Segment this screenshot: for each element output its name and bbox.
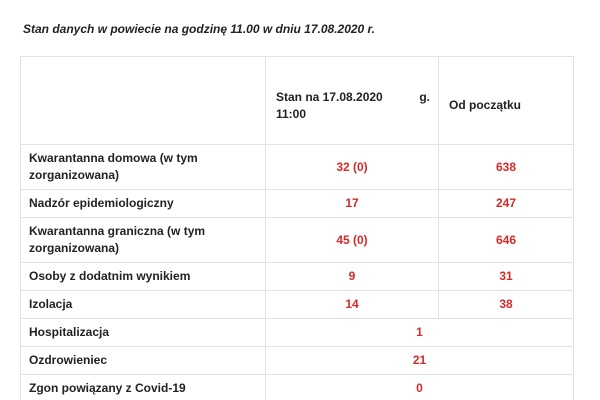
header-since-start-label: Od początku (449, 98, 522, 112)
statistics-table (20, 56, 574, 400)
row-label-home-quarantine: Kwarantanna domowa (w tym zorganizowana) (21, 145, 266, 190)
row-current-home-quarantine: 32 (0) (266, 145, 439, 190)
table-row (21, 218, 574, 263)
table-row (21, 263, 574, 291)
table-row (21, 375, 574, 400)
header-since-start (439, 57, 574, 145)
row-label-hospitalization: Hospitalizacja (21, 319, 266, 347)
row-value-covid-deaths: 0 (266, 375, 574, 400)
table-row (21, 190, 574, 218)
header-current-time: 11:00 (276, 106, 307, 121)
header-current-g: g. (419, 89, 430, 104)
table-header-row (21, 57, 574, 145)
row-total-positive-cases: 31 (439, 263, 574, 291)
row-current-border-quarantine: 45 (0) (266, 218, 439, 263)
row-current-epidemiological-supervision: 17 (266, 190, 439, 218)
row-label-covid-deaths: Zgon powiązany z Covid-19 (21, 375, 266, 400)
row-current-isolation: 14 (266, 291, 439, 319)
page-heading: Stan danych w powiecie na godzinę 11.00 w dniu 17.08.2020 r. (23, 22, 375, 36)
row-total-epidemiological-supervision: 247 (439, 190, 574, 218)
table-row (21, 347, 574, 375)
row-current-positive-cases: 9 (266, 263, 439, 291)
row-total-border-quarantine: 646 (439, 218, 574, 263)
row-label-border-quarantine: Kwarantanna graniczna (w tym zorganizowana) (21, 218, 266, 263)
row-value-hospitalization: 1 (266, 319, 574, 347)
row-total-isolation: 38 (439, 291, 574, 319)
header-empty-cell (21, 57, 266, 145)
row-label-isolation: Izolacja (21, 291, 266, 319)
table-row (21, 291, 574, 319)
table-row (21, 319, 574, 347)
header-current-status (266, 57, 439, 145)
row-label-positive-cases: Osoby z dodatnim wynikiem (21, 263, 266, 291)
row-label-recovered: Ozdrowieniec (21, 347, 266, 375)
row-label-epidemiological-supervision: Nadzór epidemiologiczny (21, 190, 266, 218)
row-total-home-quarantine: 638 (439, 145, 574, 190)
row-value-recovered: 21 (266, 347, 574, 375)
table-row (21, 145, 574, 190)
header-current-date: Stan na 17.08.2020 (276, 89, 383, 104)
